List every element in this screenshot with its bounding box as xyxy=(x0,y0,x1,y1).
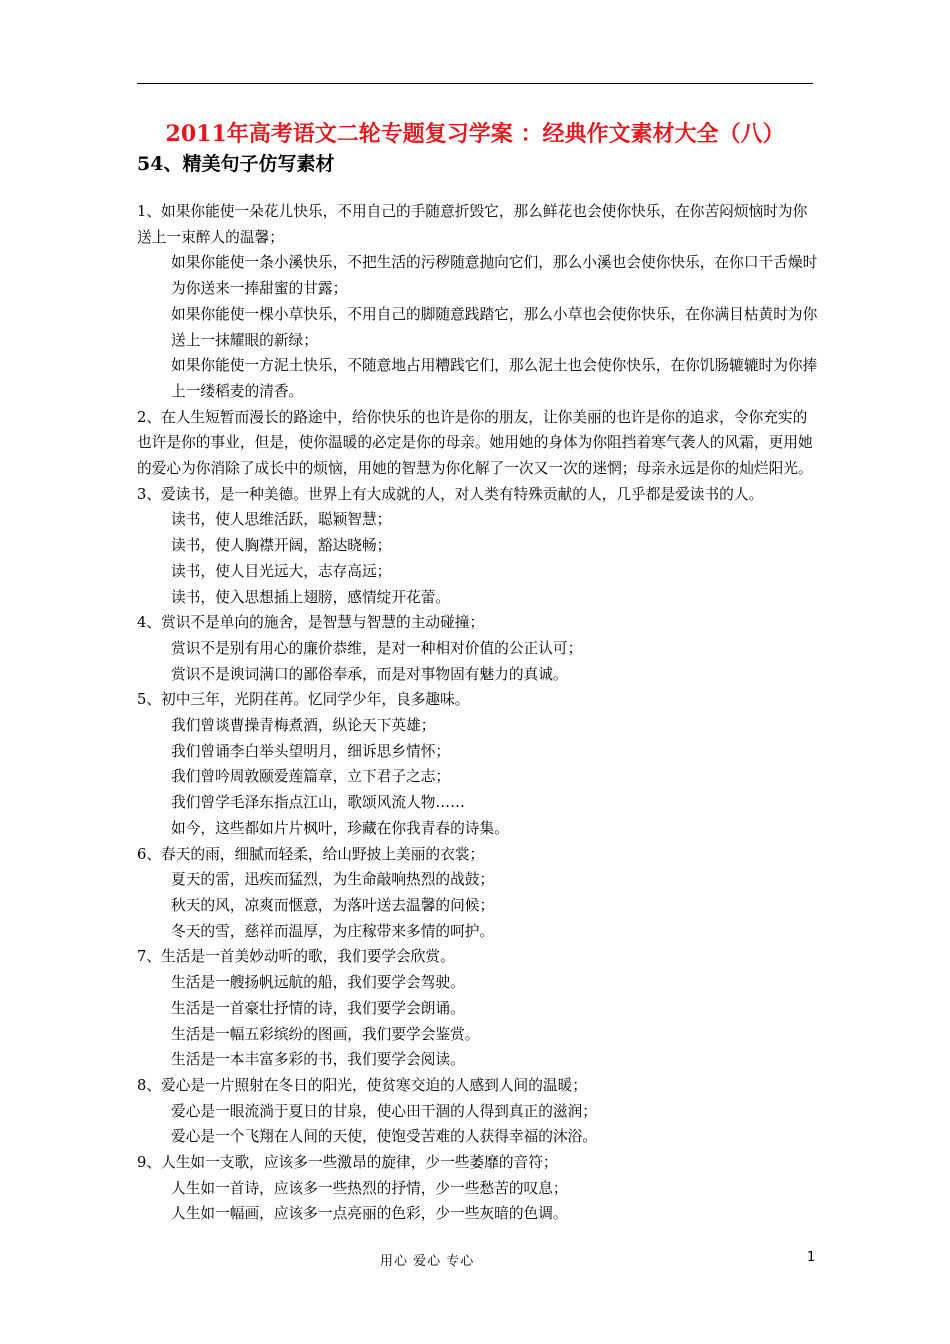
section-heading: 54、精美句子仿写素材 xyxy=(137,153,335,175)
paragraph: 生活是一首豪壮抒情的诗，我们要学会朗诵。 xyxy=(171,999,465,1017)
paragraph: 生活是一幅五彩缤纷的图画，我们要学会鉴赏。 xyxy=(171,1025,480,1043)
paragraph: 2、在人生短暂而漫长的路途中，给你快乐的也许是你的朋友，让你美丽的也许是你的追求，令你充实的也许是你的事业，但是，使你温暖的必定是你的母亲。她用她的身体为你阻挡着寒气袭人的风霜，更用她的爱心为你消除了成长中的烦恼，用她的智慧为你化解了一次又一次的迷惘；母亲永远是你的灿烂阳光。 xyxy=(137,408,813,478)
paragraph: 4、赏识不是单向的施舍，是智慧与智慧的主动碰撞； xyxy=(137,614,485,632)
paragraph: 赏识不是别有用心的廉价恭维，是对一种相对价值的公正认可； xyxy=(171,639,583,657)
paragraph: 9、人生如一支歌，应该多一些激昂的旋律，少一些萎靡的音符； xyxy=(137,1154,558,1172)
paragraph: 冬天的雪，慈祥而温厚，为庄稼带来多情的呵护。 xyxy=(171,922,495,940)
paragraph: 7、生活是一首美妙动听的歌，我们要学会欣赏。 xyxy=(137,948,455,966)
page-number: 1 xyxy=(807,1250,816,1265)
paragraph: 秋天的风，凉爽而惬意，为落叶送去温馨的问候； xyxy=(171,896,495,914)
paragraph: 如果你能使一方泥土快乐，不随意地占用糟践它们，那么泥土也会使你快乐，在你饥肠辘辘时为你捧上一缕稻麦的清香。 xyxy=(171,357,818,400)
paragraph: 生活是一艘扬帆远航的船，我们要学会驾驶。 xyxy=(171,974,465,992)
paragraph: 夏天的雷，迅疾而猛烈，为生命敲响热烈的战鼓； xyxy=(171,871,495,889)
paragraph: 读书，使人思维活跃，聪颖智慧； xyxy=(171,511,392,529)
paragraph: 如果你能使一棵小草快乐，不用自己的脚随意践踏它，那么小草也会使你快乐，在你满目枯黄时为你送上一抹耀眼的新绿； xyxy=(171,305,818,349)
paragraph: 6、春天的雨，细腻而轻柔，给山野披上美丽的衣裳； xyxy=(137,845,485,863)
paragraph: 如今，这些都如片片枫叶，珍藏在你我青春的诗集。 xyxy=(171,819,509,837)
footer-motto: 用心 爱心 专心 xyxy=(380,1254,475,1269)
document-body xyxy=(137,199,821,1227)
paragraph: 人生如一幅画，应该多一点亮丽的色彩，少一些灰暗的色调。 xyxy=(171,1205,568,1223)
paragraph: 爱心是一眼流淌于夏日的甘泉，使心田干涸的人得到真正的滋润； xyxy=(171,1102,597,1120)
paragraph: 1、如果你能使一朵花儿快乐，不用自己的手随意折毁它，那么鲜花也会使你快乐，在你苦闷烦恼时为你送上一束醉人的温馨； xyxy=(137,203,808,246)
paragraph: 生活是一本丰富多彩的书，我们要学会阅读。 xyxy=(171,1051,465,1069)
paragraph: 人生如一首诗，应该多一些热烈的抒情，少一些愁苦的叹息； xyxy=(171,1179,568,1197)
paragraph: 5、初中三年，光阴荏苒。忆同学少年，良多趣味。 xyxy=(137,691,470,709)
document-title: 2011年高考语文二轮专题复习学案 ：经典作文素材大全（八） xyxy=(165,121,785,147)
paragraph: 爱心是一个飞翔在人间的天使，使饱受苦难的人获得幸福的沐浴。 xyxy=(171,1128,597,1146)
header-rule xyxy=(137,83,813,84)
paragraph: 我们曾诵李白举头望明月，细诉思乡情怀； xyxy=(171,742,451,760)
paragraph: 3、爱读书，是一种美德。世界上有大成就的人，对人类有特殊贡献的人，几乎都是爱读书的人。 xyxy=(137,485,764,503)
paragraph: 赏识不是谀词满口的鄙俗奉承，而是对事物固有魅力的真诚。 xyxy=(171,665,568,683)
paragraph: 读书，使人胸襟开阔，豁达晓畅； xyxy=(171,537,392,555)
paragraph: 读书，使人目光远大，志存高远； xyxy=(171,562,392,580)
paragraph: 8、爱心是一片照射在冬日的阳光，使贫寒交迫的人感到人间的温暖； xyxy=(137,1076,587,1094)
paragraph: 读书，使入思想插上翅膀，感情绽开花蕾。 xyxy=(171,588,451,606)
paragraph: 我们曾谈曹操青梅煮酒，纵论天下英雄； xyxy=(171,717,436,735)
paragraph: 如果你能使一条小溪快乐，不把生活的污秽随意抛向它们，那么小溪也会使你快乐，在你口干舌燥时为你送来一捧甜蜜的甘露； xyxy=(171,254,818,298)
paragraph: 我们曾学毛泽东指点江山，歌颂风流人物…… xyxy=(171,794,465,812)
paragraph: 我们曾吟周敦颐爱莲篇章，立下君子之志； xyxy=(171,768,451,786)
